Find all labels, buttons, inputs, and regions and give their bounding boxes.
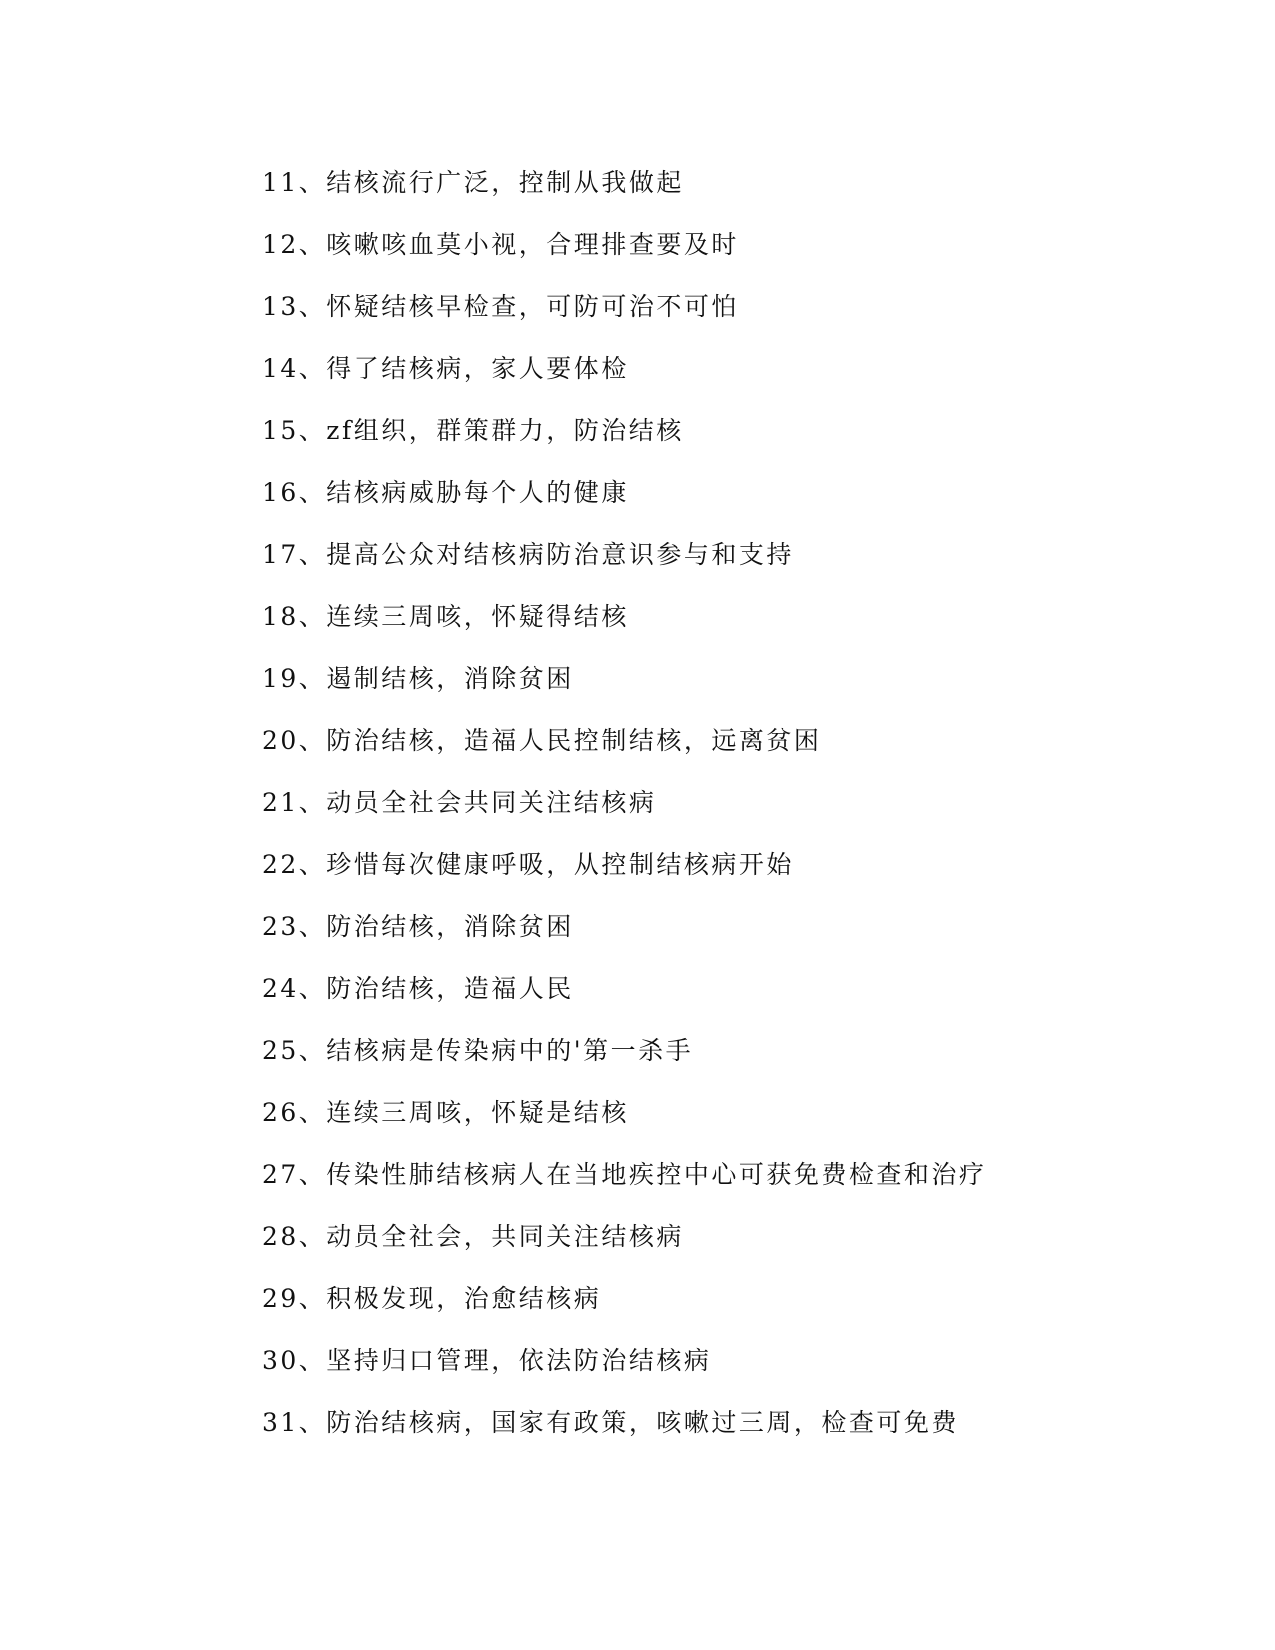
list-item: 31、防治结核病，国家有政策，咳嗽过三周，检查可免费 (262, 1408, 959, 1437)
list-item: 17、提高公众对结核病防治意识参与和支持 (262, 540, 794, 569)
list-item: 29、积极发现，治愈结核病 (262, 1284, 602, 1313)
list-item: 26、连续三周咳，怀疑是结核 (262, 1098, 629, 1127)
list-item: 19、遏制结核，消除贫困 (262, 664, 574, 693)
list-item: 11、结核流行广泛，控制从我做起 (262, 168, 684, 197)
list-item: 25、结核病是传染病中的'第一杀手 (262, 1036, 694, 1065)
list-item: 16、结核病威胁每个人的健康 (262, 478, 629, 507)
list-item: 20、防治结核，造福人民控制结核，远离贫困 (262, 726, 822, 755)
list-item: 21、动员全社会共同关注结核病 (262, 788, 657, 817)
list-item: 30、坚持归口管理，依法防治结核病 (262, 1346, 712, 1375)
list-item: 28、动员全社会，共同关注结核病 (262, 1222, 684, 1251)
list-item: 27、传染性肺结核病人在当地疾控中心可获免费检查和治疗 (262, 1160, 987, 1189)
list-item: 15、zf组织，群策群力，防治结核 (262, 416, 684, 445)
slogan-list (262, 165, 1162, 1467)
list-item: 22、珍惜每次健康呼吸，从控制结核病开始 (262, 850, 794, 879)
list-item: 14、得了结核病，家人要体检 (262, 354, 629, 383)
list-item: 23、防治结核，消除贫困 (262, 912, 574, 941)
list-item: 12、咳嗽咳血莫小视，合理排查要及时 (262, 230, 739, 259)
list-item: 24、防治结核，造福人民 (262, 974, 574, 1003)
list-item: 13、怀疑结核早检查，可防可治不可怕 (262, 292, 739, 321)
list-item: 18、连续三周咳，怀疑得结核 (262, 602, 629, 631)
